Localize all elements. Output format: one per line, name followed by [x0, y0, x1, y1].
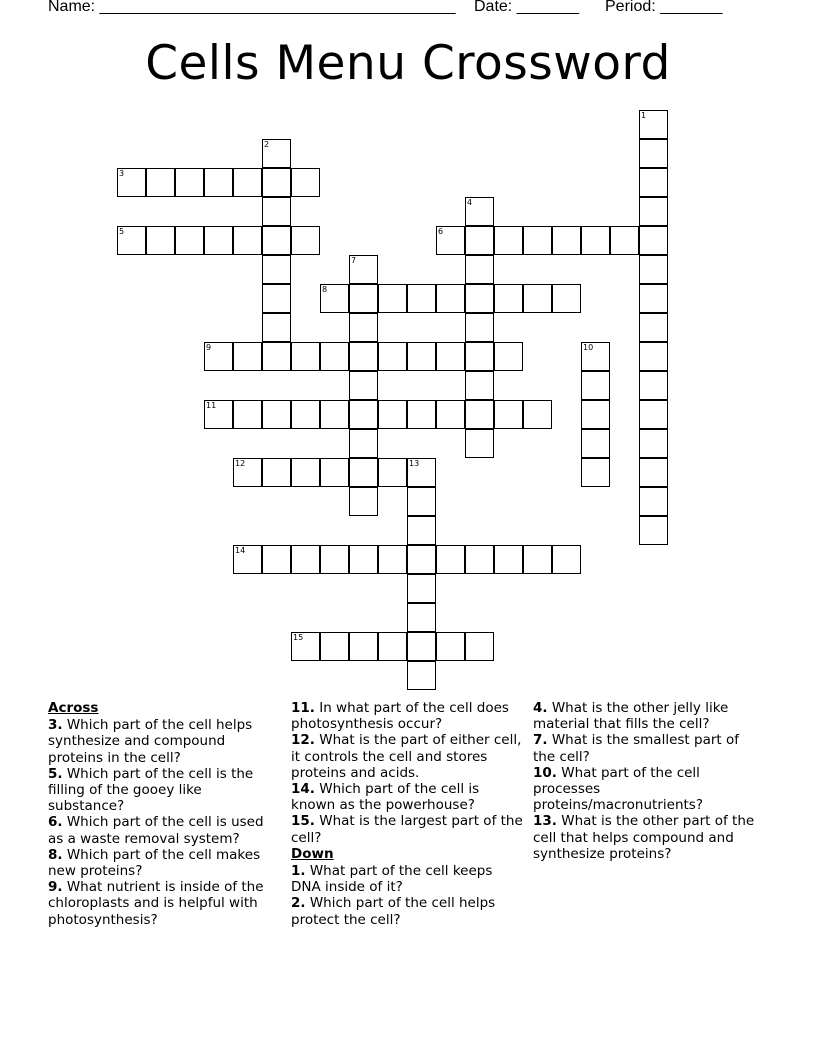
crossword-cell[interactable] [639, 110, 668, 139]
down-heading: Down [291, 845, 334, 862]
clue-item [48, 717, 280, 766]
clue-item [48, 847, 280, 879]
crossword-cell[interactable] [262, 342, 291, 371]
crossword-cell[interactable] [494, 545, 523, 574]
clue-number: 1 [641, 111, 647, 120]
crossword-cell[interactable] [349, 400, 378, 429]
crossword-cell[interactable] [465, 429, 494, 458]
crossword-cell[interactable] [378, 545, 407, 574]
clue-text: Which part of the cell helps synthesize and compound proteins in the cell? [48, 717, 253, 766]
clue-text: What is the other part of the cell that helps compound and synthesize proteins? [533, 813, 755, 862]
crossword-cell[interactable] [349, 458, 378, 487]
crossword-cell[interactable] [523, 284, 552, 313]
clue-text: What is the smallest part of the cell? [533, 732, 739, 765]
crossword-cell[interactable] [639, 197, 668, 226]
clue-text: What part of the cell keeps DNA inside of it? [291, 863, 493, 896]
crossword-cell[interactable] [349, 313, 378, 342]
crossword-cell[interactable] [639, 313, 668, 342]
crossword-cell[interactable] [639, 458, 668, 487]
crossword-cell[interactable] [349, 371, 378, 400]
clue-text: In what part of the cell does photosynthesis occur? [291, 700, 509, 733]
crossword-cell[interactable] [639, 371, 668, 400]
crossword-cell[interactable] [204, 342, 233, 371]
clue-item [533, 700, 765, 732]
crossword-cell[interactable] [378, 458, 407, 487]
crossword-cell[interactable] [407, 400, 436, 429]
crossword-cell[interactable] [233, 545, 262, 574]
crossword-cell[interactable] [349, 545, 378, 574]
crossword-cell[interactable] [581, 371, 610, 400]
crossword-cell[interactable] [465, 226, 494, 255]
period-field[interactable]: Period: _______ [605, 0, 723, 15]
clue-text: Which part of the cell helps protect the cell? [291, 895, 496, 928]
clue-column-1 [48, 700, 280, 928]
crossword-cell[interactable] [204, 400, 233, 429]
clue-text: Which part of the cell makes new proteins? [48, 846, 261, 880]
clue-item [533, 765, 765, 814]
crossword-cell[interactable] [639, 516, 668, 545]
clue-text: What is the other jelly like material that fills the cell? [533, 700, 729, 733]
clue-item [48, 879, 280, 928]
crossword-cell[interactable] [146, 226, 175, 255]
crossword-cell[interactable] [407, 545, 436, 574]
clue-number: 8 [322, 285, 328, 294]
crossword-cell[interactable] [175, 226, 204, 255]
clue-text: What part of the cell processes proteins/macronutrients? [533, 764, 703, 814]
clue-item [533, 813, 765, 862]
crossword-cell[interactable] [407, 632, 436, 661]
crossword-cell[interactable] [233, 400, 262, 429]
across-heading: Across [48, 700, 99, 716]
clue-number-label: 7. [533, 732, 548, 749]
crossword-cell[interactable] [349, 255, 378, 284]
crossword-cell[interactable] [465, 255, 494, 284]
clue-number-label: 2. [291, 895, 306, 912]
page-title: Cells Menu Crossword [145, 36, 671, 91]
crossword-cell[interactable] [436, 284, 465, 313]
clue-number: 3 [119, 169, 125, 178]
clue-number: 9 [206, 343, 212, 352]
clue-item [291, 781, 523, 813]
crossword-cell[interactable] [262, 400, 291, 429]
crossword-cell[interactable] [262, 458, 291, 487]
crossword-cell[interactable] [378, 284, 407, 313]
clue-item [291, 813, 523, 845]
crossword-cell[interactable] [349, 487, 378, 516]
crossword-cell[interactable] [320, 632, 349, 661]
clue-number-label: 14. [291, 781, 315, 798]
crossword-cell[interactable] [204, 226, 233, 255]
crossword-cell[interactable] [407, 661, 436, 690]
crossword-cell[interactable] [320, 342, 349, 371]
clue-column-3 [533, 700, 765, 862]
crossword-cell[interactable] [262, 255, 291, 284]
clue-number: 10 [583, 343, 594, 352]
crossword-cell[interactable] [581, 400, 610, 429]
crossword-cell[interactable] [465, 342, 494, 371]
clue-number: 7 [351, 256, 357, 265]
clue-number-label: 6. [48, 814, 63, 831]
clue-item [48, 814, 280, 846]
crossword-cell[interactable] [291, 400, 320, 429]
crossword-cell[interactable] [436, 400, 465, 429]
clue-number: 5 [119, 227, 125, 236]
clue-item [533, 732, 765, 764]
clue-number: 12 [235, 459, 246, 468]
clue-number-label: 1. [291, 863, 306, 880]
crossword-cell[interactable] [349, 342, 378, 371]
crossword-cell[interactable] [494, 284, 523, 313]
crossword-cell[interactable] [465, 284, 494, 313]
crossword-cell[interactable] [233, 458, 262, 487]
crossword-cell[interactable] [146, 168, 175, 197]
clue-text: Which part of the cell is known as the powerhouse? [291, 781, 480, 814]
clue-number: 11 [206, 401, 217, 410]
crossword-cell[interactable] [291, 632, 320, 661]
clue-item [291, 895, 523, 927]
clue-column-2 [291, 700, 523, 928]
clue-number: 4 [467, 198, 473, 207]
crossword-cell[interactable] [407, 284, 436, 313]
clue-number-label: 8. [48, 846, 63, 863]
crossword-cell[interactable] [552, 284, 581, 313]
clue-text: Which part of the cell is used as a waste removal system? [48, 814, 264, 847]
clue-number-label: 10. [533, 764, 557, 781]
clue-item [291, 863, 523, 895]
crossword-cell[interactable] [465, 632, 494, 661]
clue-number-label: 5. [48, 765, 63, 782]
crossword-cell[interactable] [494, 226, 523, 255]
crossword-cell[interactable] [639, 168, 668, 197]
crossword-cell[interactable] [320, 545, 349, 574]
crossword-cell[interactable] [610, 226, 639, 255]
crossword-cell[interactable] [233, 226, 262, 255]
crossword-cell[interactable] [494, 342, 523, 371]
crossword-cell[interactable] [552, 545, 581, 574]
date-field[interactable]: Date: _______ [474, 0, 579, 15]
crossword-cell[interactable] [262, 139, 291, 168]
crossword-cell[interactable] [639, 342, 668, 371]
crossword-cell[interactable] [465, 400, 494, 429]
clues-section [48, 700, 768, 1030]
crossword-cell[interactable] [523, 545, 552, 574]
clue-item [48, 766, 280, 815]
crossword-cell[interactable] [639, 226, 668, 255]
crossword-cell[interactable] [378, 342, 407, 371]
crossword-cell[interactable] [320, 400, 349, 429]
crossword-cell[interactable] [320, 284, 349, 313]
crossword-cell[interactable] [581, 342, 610, 371]
crossword-cell[interactable] [349, 284, 378, 313]
crossword-cell[interactable] [639, 255, 668, 284]
crossword-cell[interactable] [639, 400, 668, 429]
clue-item [291, 700, 523, 732]
clue-number-label: 4. [533, 700, 548, 716]
clue-number-label: 9. [48, 879, 63, 896]
crossword-cell[interactable] [465, 197, 494, 226]
crossword-cell[interactable] [407, 603, 436, 632]
clue-number: 6 [438, 227, 444, 236]
clue-number-label: 3. [48, 717, 63, 734]
crossword-cell[interactable] [523, 226, 552, 255]
crossword-cell[interactable] [465, 371, 494, 400]
clue-text: What is the part of either cell, it controls the cell and stores proteins and acids. [291, 732, 522, 781]
crossword-cell[interactable] [639, 139, 668, 168]
clue-item [291, 732, 523, 781]
crossword-cell[interactable] [436, 545, 465, 574]
crossword-cell[interactable] [262, 226, 291, 255]
crossword-cell[interactable] [581, 429, 610, 458]
crossword-cell[interactable] [407, 458, 436, 487]
clue-text: Which part of the cell is the filling of the gooey like substance? [48, 765, 254, 815]
clue-number-label: 15. [291, 813, 315, 830]
crossword-cell[interactable] [291, 458, 320, 487]
crossword-cell[interactable] [581, 226, 610, 255]
crossword-cell[interactable] [465, 313, 494, 342]
crossword-cell[interactable] [378, 400, 407, 429]
crossword-cell[interactable] [233, 342, 262, 371]
crossword-cell[interactable] [407, 516, 436, 545]
crossword-cell[interactable] [494, 400, 523, 429]
crossword-cell[interactable] [349, 429, 378, 458]
crossword-cell[interactable] [407, 342, 436, 371]
clue-number-label: 13. [533, 813, 557, 830]
crossword-cell[interactable] [639, 487, 668, 516]
clue-number: 13 [409, 459, 420, 468]
crossword-cell[interactable] [436, 226, 465, 255]
crossword-cell[interactable] [291, 342, 320, 371]
crossword-cell[interactable] [117, 226, 146, 255]
crossword-cell[interactable] [639, 284, 668, 313]
crossword-cell[interactable] [175, 168, 204, 197]
crossword-cell[interactable] [291, 168, 320, 197]
crossword-cell[interactable] [378, 632, 407, 661]
crossword-cell[interactable] [204, 168, 233, 197]
clue-number: 2 [264, 140, 270, 149]
crossword-cell[interactable] [436, 632, 465, 661]
crossword-cell[interactable] [291, 226, 320, 255]
crossword-cell[interactable] [552, 226, 581, 255]
clue-number-label: 11. [291, 700, 315, 716]
crossword-cell[interactable] [262, 197, 291, 226]
crossword-cell[interactable] [523, 400, 552, 429]
crossword-cell[interactable] [407, 487, 436, 516]
crossword-cell[interactable] [117, 168, 146, 197]
crossword-cell[interactable] [291, 545, 320, 574]
crossword-cell[interactable] [262, 545, 291, 574]
clue-number: 15 [293, 633, 304, 642]
clue-text: What is the largest part of the cell? [291, 813, 523, 846]
crossword-cell[interactable] [233, 168, 262, 197]
crossword-cell[interactable] [262, 168, 291, 197]
crossword-cell[interactable] [639, 429, 668, 458]
clue-text: What nutrient is inside of the chloroplasts and is helpful with photosynthesis? [48, 879, 264, 928]
crossword-cell[interactable] [407, 574, 436, 603]
name-field[interactable]: Name: ________________________________________ [48, 0, 456, 15]
crossword-cell[interactable] [436, 342, 465, 371]
crossword-cell[interactable] [262, 313, 291, 342]
crossword-cell[interactable] [349, 632, 378, 661]
clue-number: 14 [235, 546, 246, 555]
crossword-cell[interactable] [465, 545, 494, 574]
crossword-cell[interactable] [262, 284, 291, 313]
clue-number-label: 12. [291, 732, 315, 749]
crossword-cell[interactable] [581, 458, 610, 487]
crossword-cell[interactable] [320, 458, 349, 487]
